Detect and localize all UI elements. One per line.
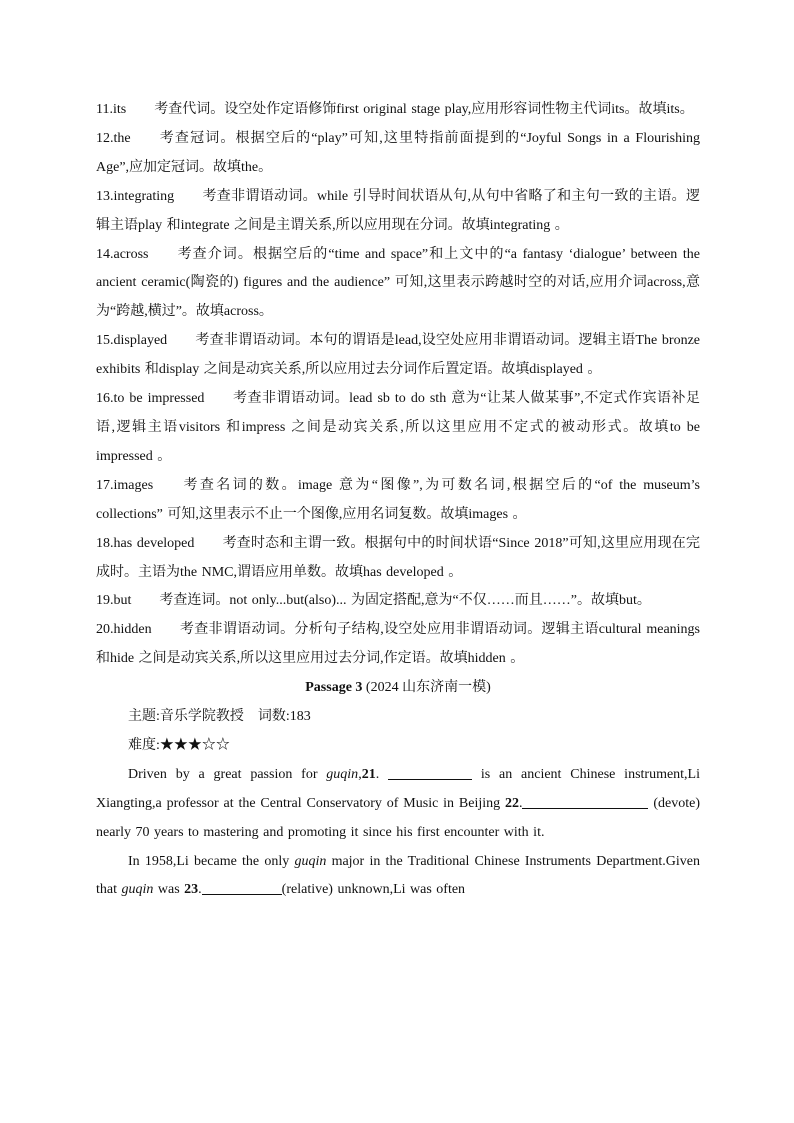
passage-paragraph-1 — [96, 761, 700, 848]
answer-number: 16.to be impressed — [96, 391, 205, 407]
blank-21[interactable] — [388, 765, 472, 780]
text-run: . — [198, 882, 202, 898]
answer-explanation: 考查非谓语动词。while 引导时间状语从句,从句中省略了和主句一致的主语。逻辑主语play 和integrate 之间是主谓关系,所以应用现在分词。故填integrating 。 — [96, 188, 700, 233]
answer-explanation: 考查时态和主谓一致。根据句中的时间状语“Since 2018”可知,这里应用现在完成时。主语为the NMC,谓语应用单数。故填has developed 。 — [96, 535, 700, 580]
answer-item — [96, 125, 700, 183]
answer-number: 11.its — [96, 102, 127, 117]
answer-explanation: 考查名词的数。image 意为“图像”,为可数名词,根据空后的“of the museum’s collections” 可知,这里表示不止一个图像,应用名词复数。故填images 。 — [96, 477, 700, 522]
topic-value: 音乐学院教授 — [159, 709, 244, 725]
answer-item — [96, 183, 700, 241]
answer-explanation: 考查连词。not only...but(also)... 为固定搭配,意为“不仅……而且……”。故填but。 — [159, 593, 651, 609]
answer-explanation: 考查非谓语动词。分析句子结构,设空处应用非谓语动词。逻辑主语cultural meanings 和hide 之间是动宾关系,所以这里应用过去分词,作定语。故填hidden 。 — [96, 622, 700, 667]
passage-difficulty-line — [96, 732, 700, 761]
answer-number: 14.across — [96, 246, 149, 262]
italic-term: guqin — [121, 882, 154, 898]
answer-item — [96, 530, 700, 588]
answer-number: 20.hidden — [96, 622, 152, 638]
blank-23[interactable] — [202, 880, 282, 895]
answer-explanation: 考查非谓语动词。lead sb to do sth 意为“让某人做某事”,不定式作宾语补足语,逻辑主语visitors 和impress 之间是动宾关系,所以这里应用不定式的被动形式。故填to be impressed 。 — [96, 391, 701, 464]
passage-paragraph-2 — [96, 848, 700, 906]
italic-term: guqin — [294, 853, 327, 869]
answer-item — [96, 96, 700, 125]
document-content — [96, 96, 700, 905]
answer-item — [96, 385, 700, 472]
answer-number: 13.integrating — [96, 188, 175, 204]
topic-label: 主题: — [128, 709, 160, 725]
answer-item — [96, 587, 700, 616]
answer-number: 15.displayed — [96, 333, 168, 349]
difficulty-label: 难度: — [128, 737, 160, 753]
text-run: . — [518, 795, 523, 811]
passage-heading — [96, 674, 700, 703]
wordcount-value: 183 — [289, 709, 311, 725]
text-run: is an ancient Chinese instrument,Li Xiangting,a professor at the Central Conservatory of Music in Beijing — [96, 766, 700, 811]
answer-number: 19.but — [96, 593, 132, 609]
answer-explanation: 考查冠词。根据空后的“play”可知,这里特指前面提到的“Joyful Songs in a Flourishing Age”,应加定冠词。故填the。 — [96, 130, 700, 175]
text-run: In 1958,Li became the only — [128, 853, 295, 869]
answer-explanation: 考查代词。设空处作定语修饰first original stage play,应用形容词性物主代词its。故填its。 — [154, 102, 694, 117]
blank-22[interactable] — [522, 794, 648, 809]
blank-number-23: 23 — [184, 882, 199, 898]
difficulty-stars: ★★★☆☆ — [159, 737, 230, 753]
answer-explanation: 考查介词。根据空后的“time and space”和上文中的“a fantasy ‘dialogue’ between the ancient ceramic(陶瓷的) figures and the audience” 可知,这里表示跨越时空的对话,应用介词across,意为“跨越,横过”。故填across。 — [96, 246, 700, 320]
passage-source: (2024 山东济南一模) — [365, 680, 491, 696]
answer-item — [96, 616, 700, 674]
answer-explanation: 考查非谓语动词。本句的谓语是lead,设空处应用非谓语动词。逻辑主语The bronze exhibits 和display 之间是动宾关系,所以应用过去分词作后置定语。故填displayed 。 — [96, 333, 700, 378]
answer-number: 18.has developed — [96, 535, 195, 551]
answer-item — [96, 327, 700, 385]
answer-number: 12.the — [96, 130, 131, 146]
text-run: , — [358, 766, 362, 782]
wordcount-label: 词数: — [257, 709, 290, 725]
text-run: (relative) unknown,Li was often — [281, 882, 466, 898]
answer-item — [96, 472, 700, 530]
answer-list — [96, 96, 700, 674]
answer-number: 17.images — [96, 477, 154, 493]
italic-term: guqin — [326, 766, 359, 782]
blank-number-21: 21 — [361, 766, 376, 782]
answer-item — [96, 241, 700, 328]
text-run: (devote) nearly 70 years to mastering and promoting it since his first encounter with it. — [96, 795, 700, 840]
text-run: major in the Traditional Chinese Instruments Department.Given that — [96, 853, 701, 898]
text-run: was — [153, 882, 185, 898]
passage-topic-line — [96, 703, 700, 732]
text-run: . — [375, 766, 389, 782]
text-run: Driven by a great passion for — [128, 766, 327, 782]
blank-number-22: 22 — [504, 795, 519, 811]
passage-title: Passage 3 — [305, 680, 363, 696]
